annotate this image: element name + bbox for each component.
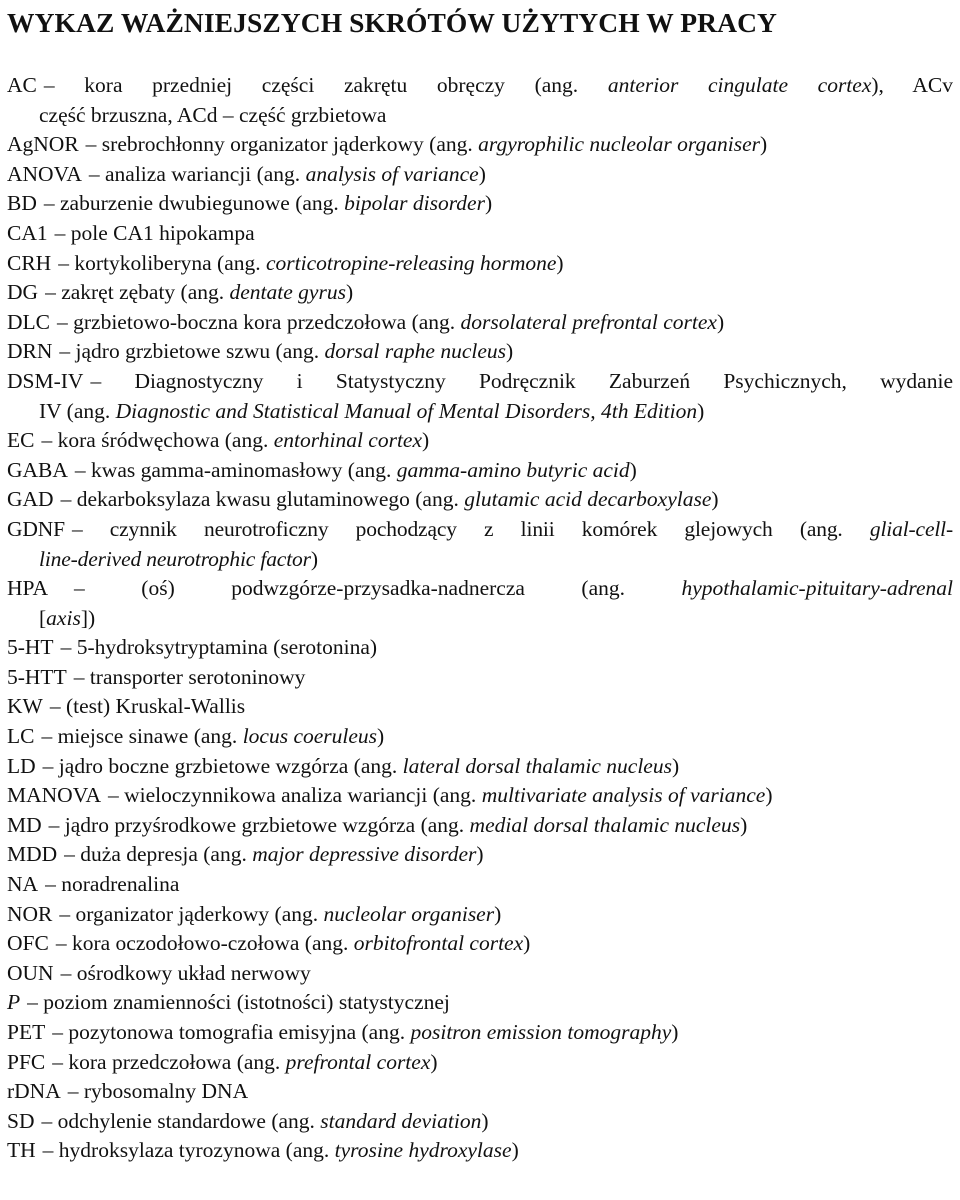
list-item: [7, 752, 953, 782]
list-item: [7, 663, 953, 693]
definition: – kora oczodołowo-czołowa (ang.: [55, 931, 354, 956]
list-item: [7, 870, 953, 900]
definition-end: ): [760, 132, 768, 157]
definition: – odchylenie standardowe (ang.: [41, 1108, 321, 1133]
english-term: analysis of variance: [305, 161, 479, 186]
abbreviation: GAD: [7, 487, 54, 512]
definition-end: ): [671, 1020, 679, 1044]
definition: – rybosomalny DNA: [67, 1079, 249, 1104]
definition-end: ]): [80, 605, 96, 630]
abbreviation: GDNF: [7, 516, 65, 541]
list-item: [7, 337, 953, 367]
list-item: [7, 219, 953, 249]
definition: – jądro boczne grzbietowe wzgórza (ang.: [42, 753, 403, 778]
definition: – pole CA1 hipokampa: [54, 220, 255, 245]
english-term: nucleolar organiser: [323, 901, 495, 926]
definition: – 5-hydroksytryptamina (serotonina): [60, 635, 378, 660]
definition: – jądro przyśrodkowe grzbietowe wzgórza (ang.: [48, 812, 470, 837]
abbreviation: DRN: [7, 339, 53, 364]
list-item: [7, 781, 953, 811]
definition-end: ): [716, 309, 725, 334]
definition: – miejsce sinawe (ang.: [41, 724, 243, 749]
english-term-continued: axis: [46, 605, 81, 630]
definition-end: ): [506, 339, 514, 364]
definition-continuation: [7, 397, 953, 427]
english-term: medial dorsal thalamic nucleus: [469, 812, 741, 837]
abbreviation: 5-HT: [7, 635, 54, 660]
abbreviation: HPA: [7, 576, 49, 601]
list-item: [7, 1107, 953, 1137]
definition: – kora przedczołowa (ang.: [52, 1049, 286, 1074]
abbreviation: rDNA: [7, 1079, 61, 1104]
abbreviation: CA1: [7, 220, 48, 245]
abbreviation: OFC: [7, 931, 49, 956]
abbreviation: MANOVA: [7, 783, 101, 808]
abbreviation: AC: [7, 73, 37, 97]
abbreviation: MDD: [7, 842, 58, 867]
definition-end: ): [629, 457, 637, 482]
definition-end: ): [422, 428, 430, 453]
definition: – wieloczynnikowa analiza wariancji (ang.: [107, 783, 482, 808]
page-title: WYKAZ WAŻNIEJSZYCH SKRÓTÓW UŻYTYCH W PRACY: [7, 7, 778, 38]
definition: – grzbietowo-boczna kora przedczołowa (ang.: [57, 309, 461, 334]
definition: – kora przedniej części zakrętu obręczy (ang.: [43, 73, 608, 97]
definition: – zaburzenie dwubiegunowe (ang.: [43, 191, 345, 216]
list-item: [7, 160, 953, 190]
english-term: Diagnostic and Statistical Manual of Mental Disorders, 4th Edition: [115, 398, 698, 423]
abbreviation: AgNOR: [7, 132, 79, 157]
list-item: [7, 249, 953, 279]
definition: – srebrochłonny organizator jąderkowy (ang.: [85, 132, 479, 157]
list-item: [7, 840, 953, 870]
definition-end: ): [523, 931, 531, 956]
abbreviation: OUN: [7, 960, 54, 985]
definition: – poziom znamienności (istotności) statystycznej: [27, 990, 450, 1015]
definition-continuation: część brzuszna, ACd – część grzbietowa: [39, 102, 387, 127]
english-term: glutamic acid decarboxylase: [464, 487, 712, 512]
definition-end: ): [511, 1138, 519, 1163]
list-item: [7, 811, 953, 841]
document-page: [7, 0, 953, 1166]
abbreviation: PET: [7, 1020, 46, 1044]
abbreviation: EC: [7, 428, 35, 453]
english-term-continued: line-derived neurotrophic factor: [39, 546, 311, 571]
definition-continuation: [7, 545, 953, 575]
abbreviation: KW: [7, 694, 43, 719]
english-term: locus coeruleus: [242, 724, 378, 749]
list-item: [7, 900, 953, 930]
abbreviation: 5-HTT: [7, 664, 67, 689]
english-term: positron emission tomography: [410, 1020, 672, 1044]
definition-end: ): [556, 250, 564, 275]
abbreviation: DSM-IV: [7, 368, 84, 393]
abbreviation: MD: [7, 812, 42, 837]
list-item: [7, 722, 953, 752]
abbreviation: CRH: [7, 250, 52, 275]
list-item: [7, 71, 953, 130]
abbreviation: BD: [7, 191, 37, 216]
definition: – transporter serotoninowy: [73, 664, 306, 689]
english-term: glial-cell-: [869, 516, 953, 541]
english-term: corticotropine-releasing hormone: [266, 250, 557, 275]
abbreviation: TH: [7, 1138, 36, 1163]
definition: – noradrenalina: [45, 872, 180, 897]
definition-end: ): [697, 398, 705, 423]
english-term: anterior cingulate cortex: [607, 73, 872, 97]
definition: – kwas gamma-aminomasłowy (ang.: [74, 457, 397, 482]
definition-end: ): [377, 724, 385, 749]
english-term: multivariate analysis of variance: [481, 783, 766, 808]
english-term: major depressive disorder: [252, 842, 477, 867]
abbreviation-list: [7, 71, 953, 1166]
list-item: [7, 189, 953, 219]
english-term: lateral dorsal thalamic nucleus: [402, 753, 672, 778]
abbreviation: PFC: [7, 1049, 46, 1074]
english-term: bipolar disorder: [344, 191, 485, 216]
english-term: standard deviation: [320, 1108, 482, 1133]
english-term: orbitofrontal cortex: [353, 931, 524, 956]
abbreviation: LD: [7, 753, 36, 778]
list-item: [7, 485, 953, 515]
list-item: [7, 929, 953, 959]
english-term: hypothalamic-pituitary-adrenal: [681, 576, 953, 601]
definition-end: ): [671, 753, 680, 778]
list-item: [7, 426, 953, 456]
definition: – kortykoliberyna (ang.: [58, 250, 266, 275]
definition: – pozytonowa tomografia emisyjna (ang.: [52, 1020, 411, 1044]
english-term: prefrontal cortex: [285, 1049, 431, 1074]
english-term: dorsolateral prefrontal cortex: [460, 309, 717, 334]
list-item: [7, 692, 953, 722]
definition: – (test) Kruskal-Wallis: [49, 694, 246, 719]
definition-end: ): [481, 1108, 489, 1133]
definition: – jądro grzbietowe szwu (ang.: [59, 339, 325, 364]
english-term: dentate gyrus: [229, 280, 346, 305]
list-item: [7, 633, 953, 663]
definition-end: ): [740, 812, 748, 837]
abbreviation: P: [7, 990, 21, 1015]
abbreviation: SD: [7, 1108, 35, 1133]
definition: – analiza wariancji (ang.: [88, 161, 306, 186]
abbreviation: GABA: [7, 457, 68, 482]
list-item: [7, 367, 953, 426]
definition-end: ): [478, 161, 486, 186]
definition-end: ): [494, 901, 502, 926]
list-item: [7, 515, 953, 574]
definition-end: ), ACv: [871, 73, 954, 97]
definition: – duża depresja (ang.: [64, 842, 253, 867]
list-item: [7, 959, 953, 989]
abbreviation: DG: [7, 280, 39, 305]
list-item: [7, 130, 953, 160]
definition-end: ): [484, 191, 493, 216]
definition: – organizator jąderkowy (ang.: [59, 901, 324, 926]
definition-continuation: [7, 604, 953, 634]
abbreviation: DLC: [7, 309, 50, 334]
english-term: tyrosine hydroxylase: [334, 1138, 512, 1163]
definition: – kora śródwęchowa (ang.: [41, 428, 274, 453]
list-item: [7, 308, 953, 338]
definition-end: ): [430, 1049, 438, 1074]
definition-part: IV (ang.: [39, 398, 116, 423]
definition-end: ): [711, 487, 719, 512]
definition-end: ): [310, 546, 318, 571]
english-term: entorhinal cortex: [273, 428, 423, 453]
definition: – hydroksylaza tyrozynowa (ang.: [42, 1138, 335, 1163]
list-item: [7, 574, 953, 633]
list-item: [7, 1136, 953, 1166]
definition-end: ): [765, 783, 773, 808]
english-term: argyrophilic nucleolar organiser: [478, 132, 760, 157]
definition-part: [: [39, 605, 47, 630]
abbreviation: LC: [7, 724, 35, 749]
definition-end: ): [345, 280, 354, 305]
list-item: [7, 1077, 953, 1107]
list-item: [7, 988, 953, 1018]
abbreviation: NA: [7, 872, 39, 897]
definition: – (oś) podwzgórze-przysadka-nadnercza (ang.: [74, 576, 682, 601]
definition: – zakręt zębaty (ang.: [45, 280, 230, 305]
definition: – czynnik neurotroficzny pochodzący z linii komórek glejowych (ang.: [71, 516, 870, 541]
abbreviation: ANOVA: [7, 161, 82, 186]
definition: – ośrodkowy układ nerwowy: [60, 960, 311, 985]
list-item: [7, 278, 953, 308]
english-term: dorsal raphe nucleus: [324, 339, 507, 364]
list-item: [7, 1048, 953, 1078]
english-term: gamma-amino butyric acid: [396, 457, 630, 482]
definition-end: ): [476, 842, 484, 867]
abbreviation: NOR: [7, 901, 53, 926]
definition: – dekarboksylaza kwasu glutaminowego (ang.: [60, 487, 465, 512]
list-item: [7, 456, 953, 486]
definition: – Diagnostyczny i Statystyczny Podręcznik Zaburzeń Psychicznych, wydanie: [90, 368, 953, 393]
list-item: [7, 1018, 953, 1048]
